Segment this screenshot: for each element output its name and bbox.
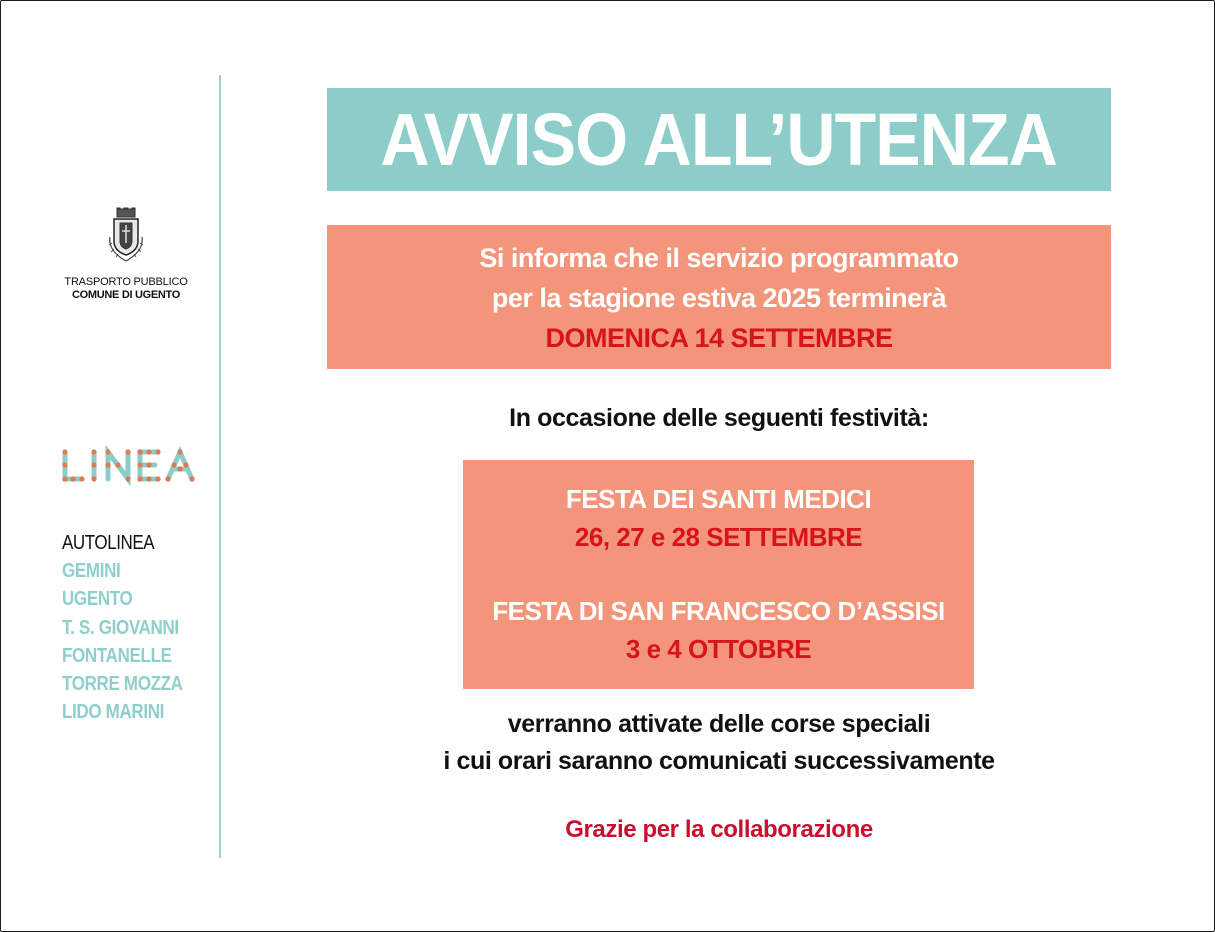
title-banner [327, 88, 1111, 191]
route-stop: FONTANELLE [62, 644, 172, 667]
occasion-heading: In occasione delle seguenti festività: [509, 404, 929, 432]
special-service-note [327, 706, 1111, 780]
page-title: AVVISO ALL’UTENZA [380, 98, 1058, 181]
linea-logo [60, 446, 200, 486]
route-heading: AUTOLINEA [62, 532, 155, 554]
festivities-box [463, 460, 974, 689]
special-line-1: verranno attivate delle corse speciali [507, 710, 931, 738]
notice-end-date: DOMENICA 14 SETTEMBRE [545, 323, 893, 353]
festivity-dates: 26, 27 e 28 SETTEMBRE [574, 522, 863, 552]
vertical-divider [219, 75, 221, 858]
notice-line-2: per la stagione estiva 2025 terminerà [491, 283, 947, 313]
route-stop: UGENTO [62, 588, 133, 611]
route-stop: T. S. GIOVANNI [62, 616, 179, 639]
route-stop: LIDO MARINI [62, 701, 165, 724]
org-line-1: TRASPORTO PUBBLICO [64, 276, 188, 288]
notice-box [327, 225, 1111, 369]
route-stop: GEMINI [62, 560, 121, 582]
org-line-2: COMUNE DI UGENTO [71, 289, 181, 301]
route-stop: TORRE MOZZA [62, 673, 183, 696]
organization-name [40, 276, 212, 302]
municipal-crest-icon [106, 207, 146, 269]
thanks-message: Grazie per la collaborazione [565, 816, 873, 843]
special-line-2: i cui orari saranno comunicati successivamente [443, 747, 995, 775]
festivity-name: FESTA DI SAN FRANCESCO D’ASSISI [492, 596, 945, 626]
festivity-dates: 3 e 4 OTTOBRE [625, 634, 812, 664]
festivity-name: FESTA DEI SANTI MEDICI [565, 484, 872, 514]
route-list [62, 529, 204, 727]
notice-line-1: Si informa che il servizio programmato [479, 243, 959, 273]
